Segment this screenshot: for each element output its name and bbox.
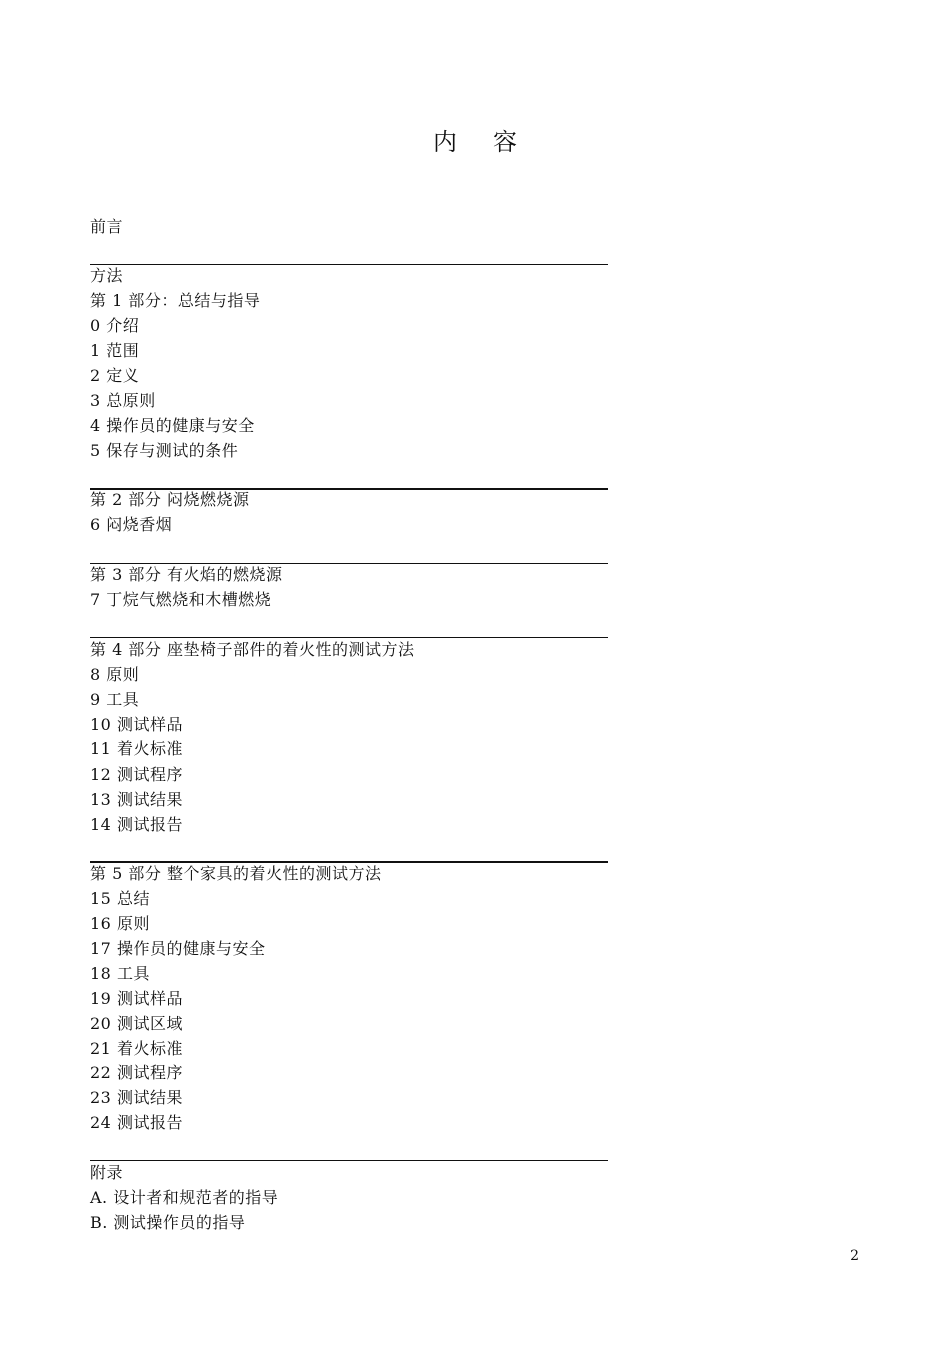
toc-item[interactable]: 0 介绍 bbox=[90, 316, 140, 335]
page-title-char-1: 内 bbox=[433, 128, 457, 156]
toc-item[interactable]: 5 保存与测试的条件 bbox=[90, 441, 239, 460]
toc-item[interactable]: 23 测试结果 bbox=[90, 1088, 183, 1107]
toc-item[interactable]: 24 测试报告 bbox=[90, 1113, 183, 1132]
toc-item[interactable]: 15 总结 bbox=[90, 889, 150, 908]
toc-item[interactable]: 13 测试结果 bbox=[90, 790, 183, 809]
toc-item[interactable]: A. 设计者和规范者的指导 bbox=[90, 1188, 279, 1207]
toc-item[interactable]: B. 测试操作员的指导 bbox=[90, 1213, 246, 1232]
page-title bbox=[0, 122, 950, 157]
toc-item[interactable]: 7 丁烷气燃烧和木槽燃烧 bbox=[90, 590, 272, 609]
toc-part4-heading[interactable]: 第 4 部分 座垫椅子部件的着火性的测试方法 bbox=[90, 640, 415, 659]
toc-part3-heading[interactable]: 第 3 部分 有火焰的燃烧源 bbox=[90, 565, 283, 584]
toc-item[interactable]: 18 工具 bbox=[90, 964, 150, 983]
toc-appendix-heading[interactable]: 附录 bbox=[90, 1163, 124, 1182]
toc-item[interactable]: 22 测试程序 bbox=[90, 1063, 183, 1082]
section-divider bbox=[90, 637, 608, 638]
toc-methods-heading[interactable]: 方法 bbox=[90, 266, 124, 285]
toc-item[interactable]: 10 测试样品 bbox=[90, 715, 183, 734]
toc-item[interactable]: 14 测试报告 bbox=[90, 815, 183, 834]
toc-item[interactable]: 6 闷烧香烟 bbox=[90, 515, 173, 534]
toc-item[interactable]: 1 范围 bbox=[90, 341, 140, 360]
toc-foreword[interactable]: 前言 bbox=[90, 217, 124, 236]
section-divider bbox=[90, 861, 608, 863]
toc-item[interactable]: 2 定义 bbox=[90, 366, 140, 385]
toc-item[interactable]: 21 着火标准 bbox=[90, 1039, 183, 1058]
toc-item[interactable]: 19 测试样品 bbox=[90, 989, 183, 1008]
toc-part2-heading[interactable]: 第 2 部分 闷烧燃烧源 bbox=[90, 490, 250, 509]
toc-item[interactable]: 3 总原则 bbox=[90, 391, 156, 410]
section-divider bbox=[90, 563, 608, 564]
toc-item[interactable]: 12 测试程序 bbox=[90, 765, 183, 784]
section-divider bbox=[90, 264, 608, 265]
toc-item[interactable]: 4 操作员的健康与安全 bbox=[90, 416, 255, 435]
toc-part1-heading[interactable]: 第 1 部分：总结与指导 bbox=[90, 291, 261, 310]
toc-item[interactable]: 16 原则 bbox=[90, 914, 150, 933]
toc-item[interactable]: 8 原则 bbox=[90, 665, 140, 684]
toc-part5-heading[interactable]: 第 5 部分 整个家具的着火性的测试方法 bbox=[90, 864, 382, 883]
toc-item[interactable]: 9 工具 bbox=[90, 690, 140, 709]
section-divider bbox=[90, 1160, 608, 1161]
page-title-char-2: 容 bbox=[493, 128, 517, 156]
page-number: 2 bbox=[850, 1248, 859, 1264]
toc-item[interactable]: 11 着火标准 bbox=[90, 739, 183, 758]
toc-item[interactable]: 20 测试区域 bbox=[90, 1014, 183, 1033]
toc-item[interactable]: 17 操作员的健康与安全 bbox=[90, 939, 266, 958]
